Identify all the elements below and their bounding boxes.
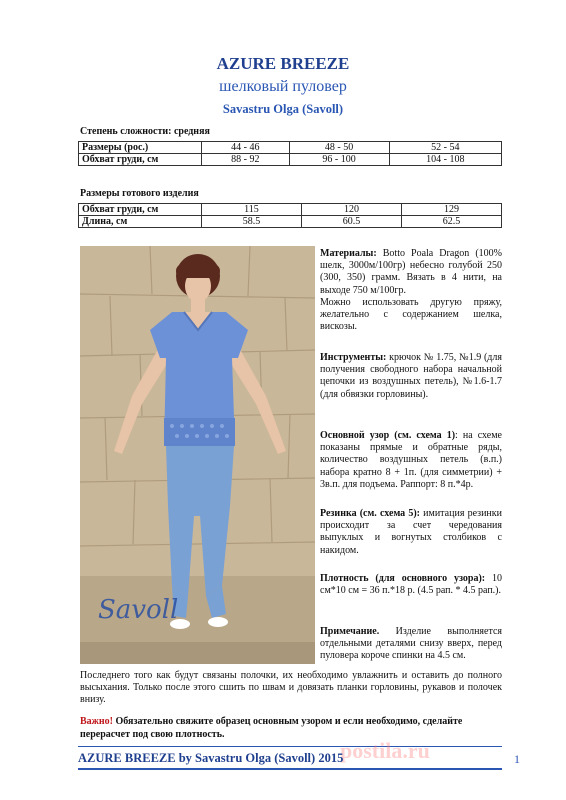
table-cell: 58.5 (202, 216, 302, 228)
site-watermark: postila.ru (340, 738, 430, 763)
footer-text: AZURE BREEZE by Savastru Olga (Savoll) 2015 (78, 751, 344, 765)
density-text: 10 см*10 см = 36 п.*18 р. (4.5 рап. * 4.5 рап.). (320, 573, 502, 597)
table-row (79, 204, 502, 216)
table-cell: 44 - 46 (202, 142, 290, 154)
materials-note: Можно использовать другую пряжу, желательно с содержанием шелка, вискозы. (320, 297, 502, 333)
tools-section (320, 352, 502, 401)
table-cell: 129 (402, 204, 502, 216)
materials-text: Botto Poala Dragon (100% шелк, 3000м/100гр) небесно голубой 250 (300, 350) грамм. Вязать в 4 нити, на выходе 750 м/100гр. (320, 248, 502, 296)
document-title: AZURE BREEZE (216, 54, 350, 73)
important-note (80, 716, 502, 741)
density-section (320, 573, 502, 597)
note-full-text: Последнего того как будут связаны полочки, их необходимо увлажнить и оставить до полного высыхания. Только после этого сшить по швам и довязать планки горловины, рукавов и полочек внизу. (80, 670, 502, 706)
ready-size-heading: Размеры готового изделия (80, 188, 199, 199)
document-author: Savastru Olga (Savoll) (222, 102, 344, 116)
materials-section (320, 248, 502, 297)
density-label: Плотность (для основного узора): (320, 573, 486, 584)
table-cell: 48 - 50 (289, 142, 389, 154)
photo-watermark: Savoll (98, 595, 179, 625)
main-pattern-label: Основной узор (см. схема 1) (320, 430, 456, 441)
table-cell-label: Размеры (рос.) (79, 142, 202, 154)
rib-section (320, 508, 502, 557)
ready-size-table (78, 203, 502, 228)
page-number: 1 (514, 752, 520, 766)
sizes-table (78, 141, 502, 166)
table-cell-label: Обхват груди, см (79, 204, 202, 216)
document-subtitle: шелковый пуловер (219, 78, 347, 95)
model-photo (80, 246, 315, 664)
main-pattern-text: : на схеме показаны прямые и обратные ряды, количество воздушных петель (в.п.) набора кратно 8 + 1п. (для симметрии) + 3в.п. для подъема. Раппорт: 8 п.*4р. (320, 430, 502, 490)
note-label: Примечание. (320, 626, 380, 637)
main-pattern-section (320, 430, 502, 491)
important-label: Важно! (80, 716, 114, 727)
rib-text: имитация резинки происходит за счет чередования выпуклых и вогнутых столбиков с накидом. (320, 508, 502, 556)
note-section (320, 626, 502, 663)
table-cell: 96 - 100 (289, 154, 389, 166)
tools-label: Инструменты: (320, 352, 387, 363)
table-cell-label: Обхват груди, см (79, 154, 202, 166)
table-row (79, 216, 502, 228)
important-text: Обязательно свяжите образец основным узором и если необходимо, сделайте перерасчет под свою плотность. (80, 716, 463, 740)
materials-label: Материалы: (320, 248, 377, 259)
table-cell: 88 - 92 (202, 154, 290, 166)
table-cell: 120 (302, 204, 402, 216)
table-cell: 115 (202, 204, 302, 216)
table-row (79, 142, 502, 154)
rib-label: Резинка (см. схема 5): (320, 508, 420, 519)
footer-rule-top (78, 746, 502, 747)
footer-rule-bottom (78, 768, 502, 770)
table-cell: 62.5 (402, 216, 502, 228)
table-cell: 104 - 108 (389, 154, 501, 166)
table-cell: 60.5 (302, 216, 402, 228)
tools-text: крючок № 1.75, №1.9 (для получения свободного набора начальной цепочки из воздушных петель), №1.6-1.7 (для обвязки горловины). (320, 352, 502, 400)
note-text-right: Изделие выполняется отдельными деталями снизу вверх, перед пуловера короче спинки на 4.5 см. (320, 626, 502, 662)
difficulty-label: Степень сложности: средняя (80, 126, 210, 137)
table-cell: 52 - 54 (389, 142, 501, 154)
table-cell-label: Длина, см (79, 216, 202, 228)
table-row (79, 154, 502, 166)
